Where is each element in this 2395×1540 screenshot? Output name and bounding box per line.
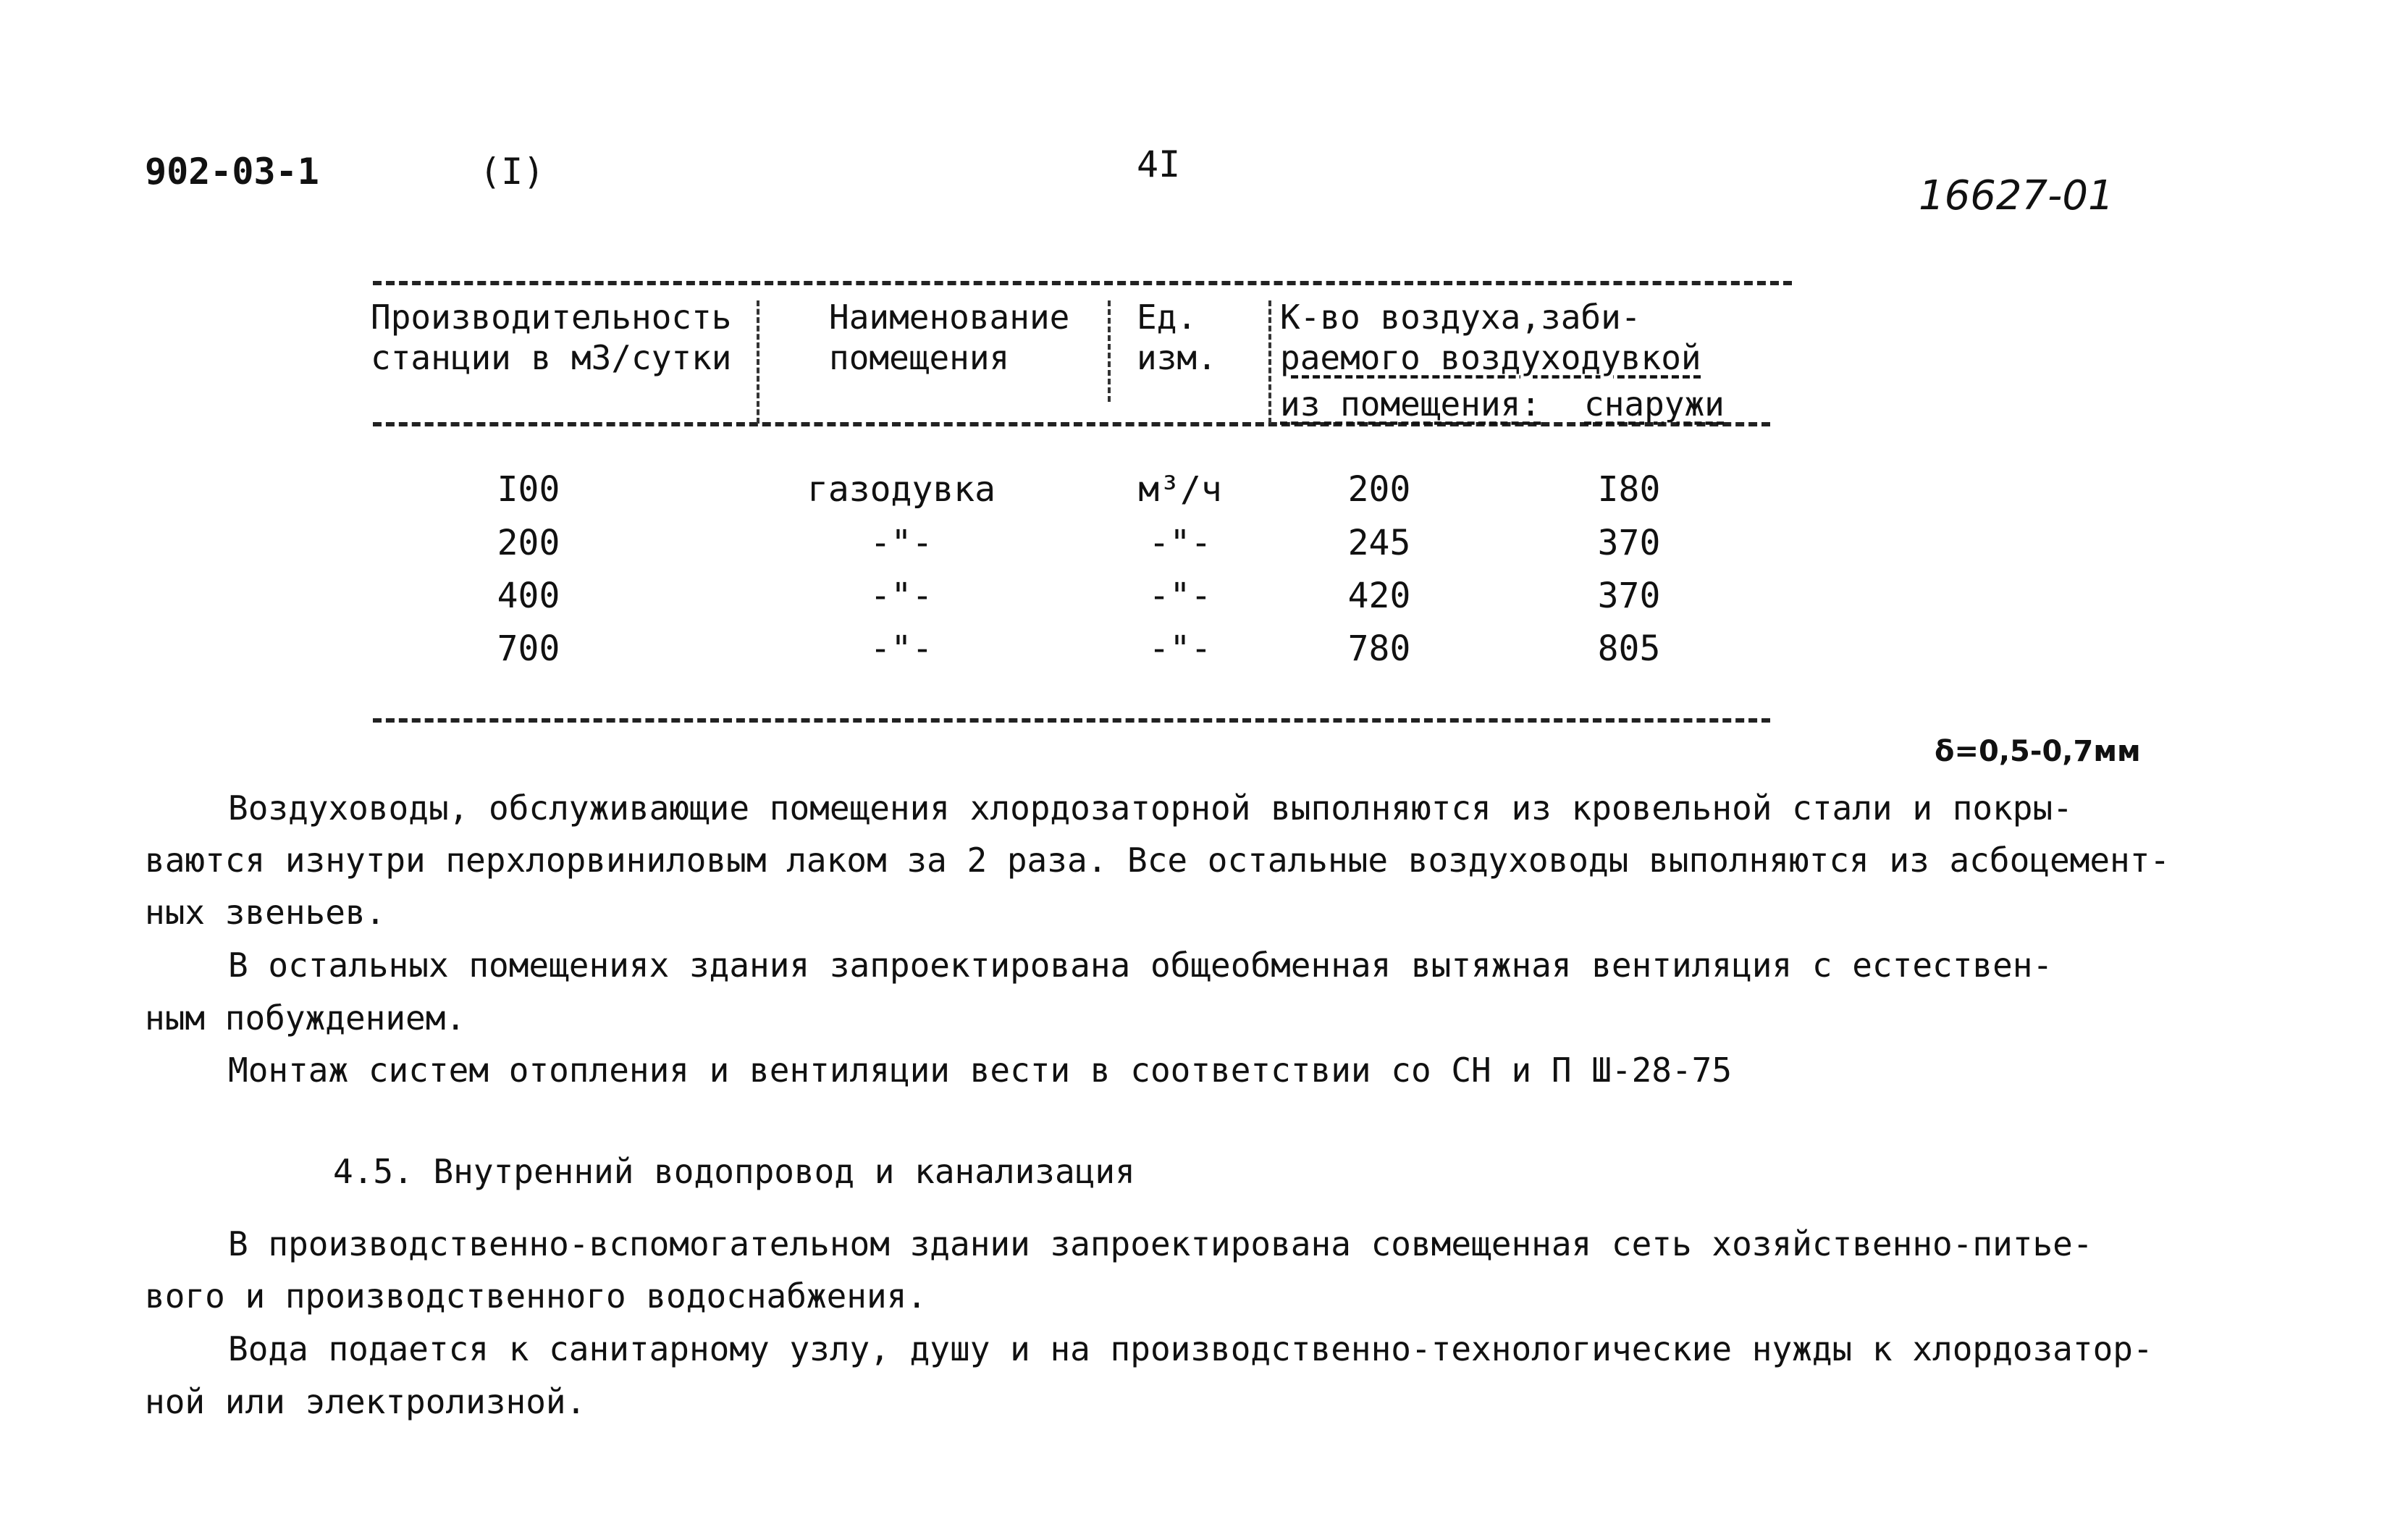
- sheet-section: (I): [479, 151, 545, 193]
- cell-capacity: 200: [497, 523, 560, 563]
- section-heading: 4.5. Внутренний водопровод и канализация: [333, 1152, 1135, 1191]
- page-number: 4I: [1137, 143, 1181, 185]
- col-subheader-indoor: из помещения:: [1280, 384, 1541, 424]
- col-header-air-quantity: К-во воздуха,заби- раемого воздуходувкой: [1280, 298, 1701, 377]
- paragraph-line: ваются изнутри перхлорвиниловым лаком за 2 раза. Все остальные воздуховоды выполняются из асбоцемент-: [145, 841, 2171, 880]
- cell-unit: м³/ч: [1138, 469, 1222, 510]
- paragraph-line: ным побуждением.: [145, 998, 466, 1038]
- cell-outdoor-air: 370: [1597, 576, 1661, 616]
- paragraph-line: Монтаж систем отопления и вентиляции вести в соответствии со СН и П Ш-28-75: [228, 1051, 1733, 1090]
- cell-unit: -"-: [1148, 628, 1212, 669]
- col-header-capacity: Производительность станции в м3/сутки: [371, 298, 732, 377]
- cell-outdoor-air: 370: [1597, 523, 1661, 563]
- paragraph-line: В остальных помещениях здания запроектирована общеобменная вытяжная вентиляция с естествен-: [228, 946, 2053, 985]
- paragraph-line: ной или электролизной.: [145, 1382, 586, 1421]
- cell-outdoor-air: I80: [1597, 469, 1661, 510]
- cell-room: -"-: [870, 523, 933, 563]
- paragraph-line: В производственно-вспомогательном здании запроектирована совмещенная сеть хозяйственно-питье-: [228, 1224, 2093, 1263]
- cell-capacity: 700: [497, 628, 560, 669]
- col-header-room: Наименование помещения: [829, 298, 1070, 377]
- paragraph-line: вого и производственного водоснабжения.: [145, 1276, 927, 1316]
- column-separator: [1268, 300, 1271, 424]
- paragraph-line: Вода подается к санитарному узлу, душу и на производственно-технологические нужды к хлордозатор-: [228, 1329, 2153, 1368]
- paragraph-line: Воздуховоды, обслуживающие помещения хлордозаторной выполняются из кровельной стали и покры-: [228, 788, 2073, 828]
- inventory-number: 16627-01: [1919, 172, 2114, 219]
- cell-indoor-air: 420: [1347, 576, 1411, 616]
- cell-indoor-air: 245: [1347, 523, 1411, 563]
- table-bottom-rule: [373, 718, 1770, 723]
- cell-indoor-air: 200: [1347, 469, 1411, 510]
- handwritten-note: δ=0,5-0,7мм: [1935, 735, 2141, 768]
- cell-unit: -"-: [1148, 523, 1212, 563]
- paragraph-line: ных звеньев.: [145, 893, 386, 932]
- cell-unit: -"-: [1148, 576, 1212, 616]
- table-header-rule: [373, 422, 1770, 426]
- cell-room: газодувка: [807, 469, 996, 510]
- col-header-unit: Ед. изм.: [1137, 298, 1217, 377]
- column-separator: [757, 300, 759, 424]
- cell-capacity: 400: [497, 576, 560, 616]
- table-top-rule: [373, 281, 1792, 285]
- column-separator: [1108, 300, 1111, 402]
- cell-room: -"-: [870, 576, 933, 616]
- document-code: 902-03-1: [145, 151, 319, 193]
- cell-room: -"-: [870, 628, 933, 669]
- cell-indoor-air: 780: [1347, 628, 1411, 669]
- cell-outdoor-air: 805: [1597, 628, 1661, 669]
- cell-capacity: I00: [497, 469, 560, 510]
- col-subheader-outdoor: снаружи: [1584, 384, 1725, 424]
